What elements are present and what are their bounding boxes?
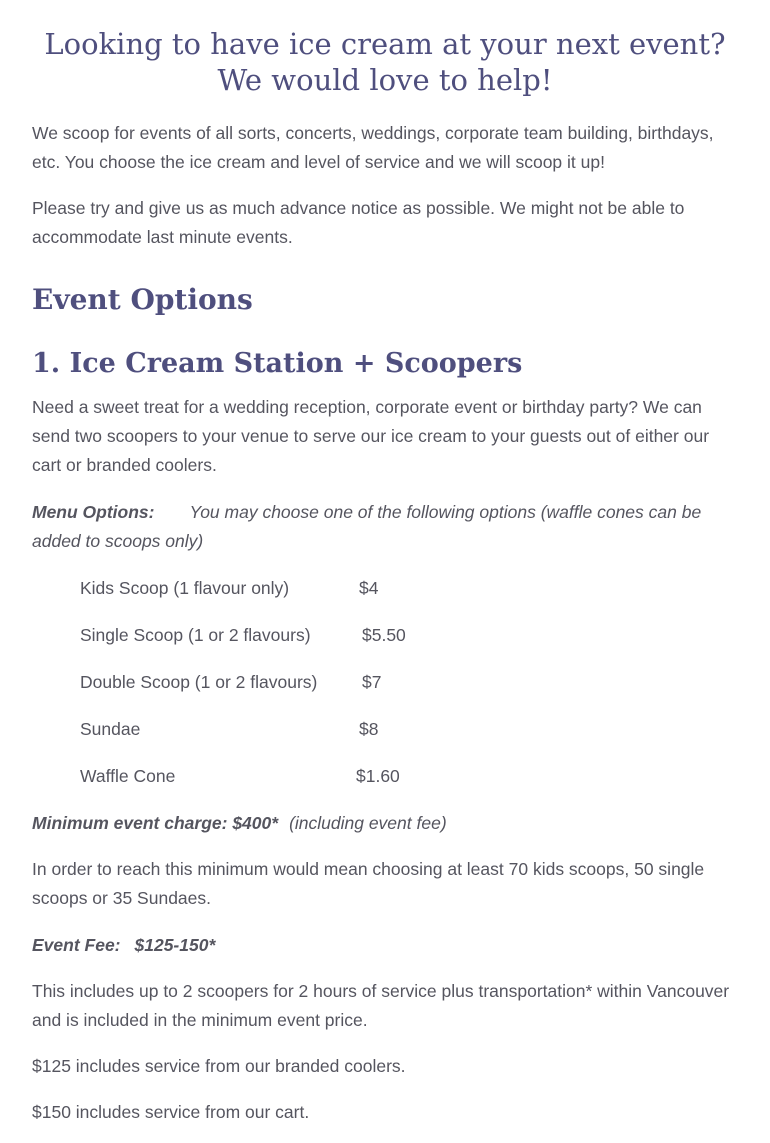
section-title: Event Options xyxy=(32,283,253,316)
event-fee-label: Event Fee: xyxy=(32,935,121,955)
menu-item-name: Sundae xyxy=(80,719,141,739)
menu-item xyxy=(32,621,738,668)
minimum-explanation: In order to reach this minimum would mean choosing at least 70 kids scoops, 50 single scoops or 35 Sundaes. xyxy=(32,859,705,908)
fee-cooler-note: $125 includes service from our branded coolers. xyxy=(32,1056,406,1076)
menu-item-name: Kids Scoop (1 flavour only) xyxy=(80,578,290,598)
menu-item xyxy=(32,762,738,809)
intro-paragraph-2: Please try and give us as much advance notice as possible. We might not be able to accommodate last minute events. xyxy=(32,198,685,247)
menu-item-price: $1.60 xyxy=(356,766,400,786)
menu-item-price: $4 xyxy=(359,578,379,598)
minimum-charge-line xyxy=(32,809,738,838)
fee-cart-note: $150 includes service from our cart. xyxy=(32,1102,310,1122)
event-fee-line xyxy=(32,931,738,960)
option-description: Need a sweet treat for a wedding reception, corporate event or birthday party? We can send two scoopers to your venue to serve our ice cream to your guests out of either our cart or branded coolers. xyxy=(32,397,710,475)
menu-options-line xyxy=(32,498,738,556)
menu-item-price: $8 xyxy=(359,719,379,739)
menu-options-label: Menu Options: xyxy=(32,502,155,522)
minimum-charge-note: (including event fee) xyxy=(289,813,447,833)
menu-options-note: You may choose one of the following options (waffle cones can be added to scoops only) xyxy=(32,502,702,551)
page-title: Looking to have ice cream at your next event? We would love to help! xyxy=(44,27,726,97)
menu-item-name: Double Scoop (1 or 2 flavours) xyxy=(80,672,318,692)
menu-item-price: $5.50 xyxy=(362,625,406,645)
intro-paragraph-1: We scoop for events of all sorts, concerts, weddings, corporate team building, birthdays, etc. You choose the ice cream and level of service and we will scoop it up! xyxy=(32,123,714,172)
menu-item xyxy=(32,574,738,621)
menu-item-name: Waffle Cone xyxy=(80,766,176,786)
menu-item-price: $7 xyxy=(362,672,382,692)
menu-item xyxy=(32,715,738,762)
event-fee-value: $125-150* xyxy=(134,935,216,955)
minimum-charge-label: Minimum event charge: $400* xyxy=(32,813,279,833)
menu-item-name: Single Scoop (1 or 2 flavours) xyxy=(80,625,311,645)
menu-list xyxy=(32,574,738,809)
option-title: 1. Ice Cream Station + Scoopers xyxy=(32,348,523,379)
event-fee-explanation: This includes up to 2 scoopers for 2 hours of service plus transportation* within Vancouver and is included in the minimum event price. xyxy=(32,981,730,1030)
menu-item xyxy=(32,668,738,715)
